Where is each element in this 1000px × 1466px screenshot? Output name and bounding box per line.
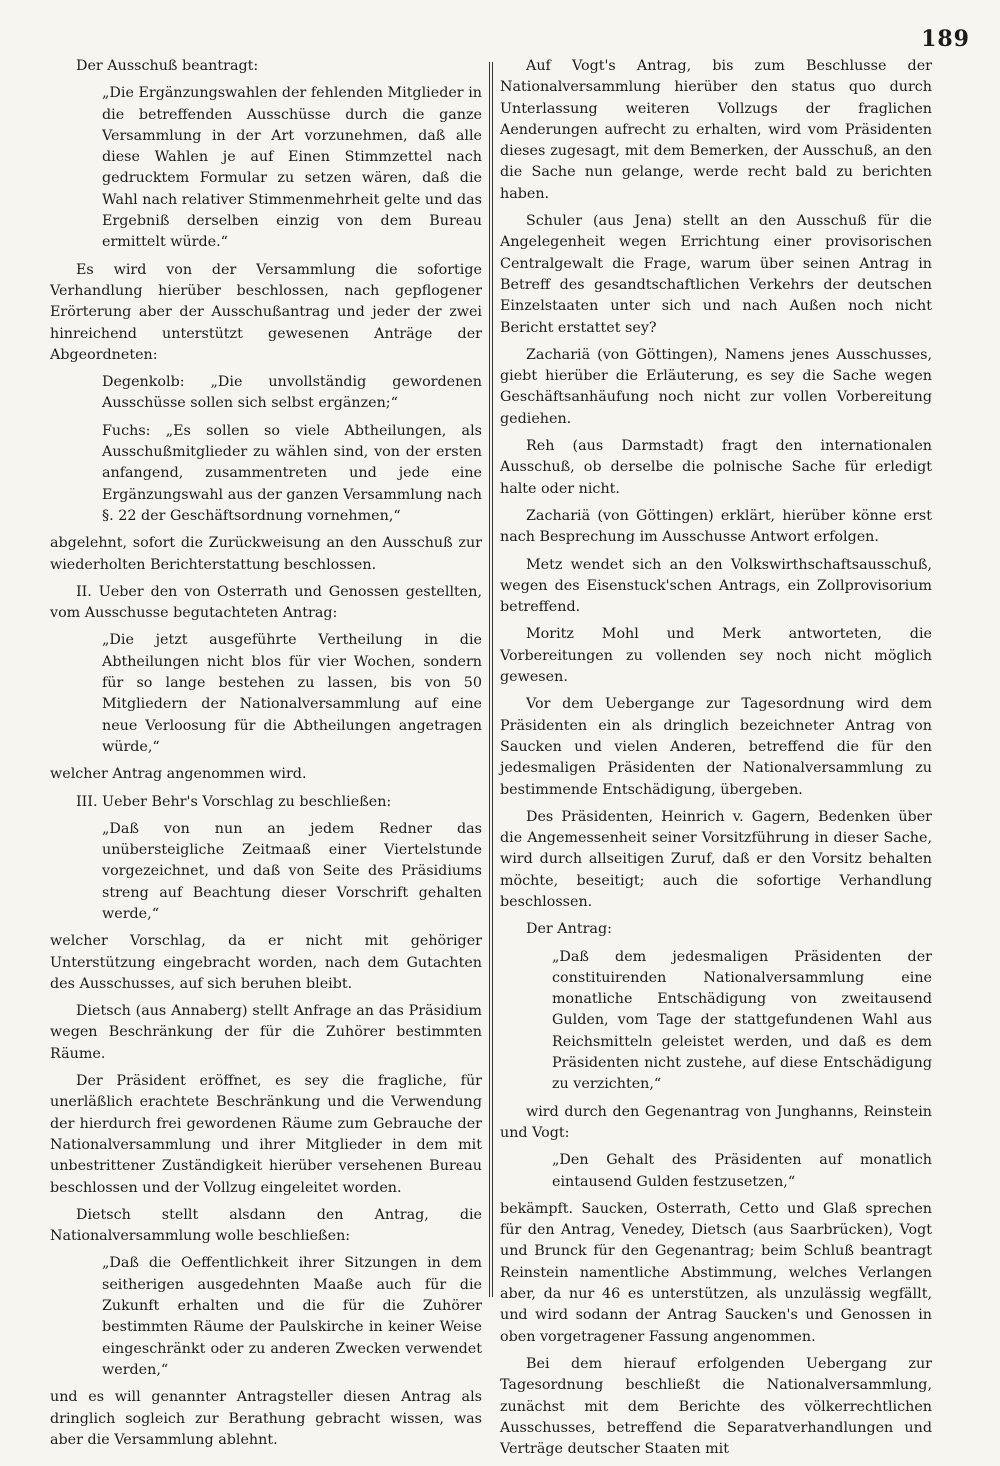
paragraph: Degenkolb: „Die unvollständig gewordenen Ausschüsse sollen sich selbst ergänzen;“ [102, 374, 482, 412]
paragraph: bekämpft. Saucken, Osterrath, Cetto und Glaß sprechen für den Antrag, Venedey, Dietsch (aus Saarbrücken), Vogt und Brunck für den Gegenantrag; beim Schluß beantragt Reinstein namentliche Abstimmung, welches Verlangen aber, da nur 46 es unterstützen, als unzulässig wegfällt, und wird sodann der Antrag Saucken's und Genossen in oben vorgetragener Fassung angenommen. [500, 1200, 932, 1345]
paragraph: „Daß dem jedesmaligen Präsidenten der constituirenden Nationalversammlung eine monatliche Entschädigung von zweitausend Gulden, vom Tage der stattgefundenen Wahl aus Reichsmitteln geleistet werden, und daß es dem Präsidenten nicht zustehe, auf diese Entschädigung zu verzichten,“ [552, 948, 932, 1093]
paragraph: Der Antrag: [526, 921, 612, 938]
paragraph: Der Präsident eröffnet, es sey die fragliche, für unerläßlich erachtete Beschränkung und die Verwendung der hierdurch frei gewordenen Räume zum Gebrauche der Nationalversammlung und ihrer Mitglieder in dem mit unbestrittener Zuständigkeit hierüber versehenen Bureau beschlossen und der Vollzug eingeleitet worden. [50, 1073, 482, 1196]
left-column [50, 56, 482, 1457]
paragraph: Zachariä (von Göttingen) erklärt, hierüber könne erst nach Besprechung im Ausschusse Antwort erfolgen. [500, 507, 932, 546]
paragraph: „Daß von nun an jedem Redner das unübersteigliche Zeitmaaß einer Viertelstunde vorgezeichnet, und daß von Seite des Präsidiums streng auf Beachtung dieser Vorschrift gehalten werde,“ [102, 820, 482, 922]
paragraph: Dietsch stellt alsdann den Antrag, die Nationalversammlung wolle beschließen: [50, 1206, 482, 1245]
paragraph: welcher Antrag angenommen wird. [50, 766, 307, 783]
column-divider [489, 62, 493, 1297]
paragraph: Zachariä (von Göttingen), Namens jenes Ausschusses, giebt hierüber die Erläuterung, es sey die Sache wegen Geschäftsanhäufung noch nicht zur vollen Vorbereitung gediehen. [500, 346, 932, 427]
paragraph: Fuchs: „Es sollen so viele Abtheilungen, als Ausschußmitglieder zu wählen sind, von der ersten anfangend, zusammentreten und jede eine Ergänzungswahl aus der ganzen Versammlung nach §. 22 der Geschäftsordnung vornehmen,“ [102, 422, 482, 524]
paragraph: abgelehnt, sofort die Zurückweisung an den Ausschuß zur wiederholten Berichterstattung beschlossen. [50, 535, 482, 573]
paragraph: Bei dem hierauf erfolgenden Uebergang zur Tagesordnung beschließt die Nationalversammlung, zunächst mit dem Berichte des völkerrechtlichen Ausschusses, betreffend die Separatverhandlungen und Verträge deutscher Staaten mit [500, 1355, 932, 1458]
paragraph: wird durch den Gegenantrag von Junghanns, Reinstein und Vogt: [500, 1103, 932, 1141]
paragraph: Schuler (aus Jena) stellt an den Ausschuß für die Angelegenheit wegen Errichtung einer provisorischen Centralgewalt die Frage, warum über seinen Antrag in Betreff des gesandtschaftlichen Verkehrs der deutschen Einzelstaaten unter sich und nach Außen noch nicht Bericht erstattet sey? [500, 213, 932, 336]
paragraph: II. Ueber den von Osterrath und Genossen gestellten, vom Ausschusse begutachteten Antrag: [50, 583, 482, 622]
paragraph: III. Ueber Behr's Vorschlag zu beschließen: [76, 793, 392, 810]
paragraph: Moritz Mohl und Merk antworteten, die Vorbereitungen zu vollenden sey noch nicht möglich gewesen. [500, 626, 932, 686]
right-column [500, 56, 932, 1466]
page-number: 189 [921, 26, 970, 52]
paragraph: „Den Gehalt des Präsidenten auf monatlich eintausend Gulden festzusetzen,“ [552, 1152, 932, 1190]
paragraph: „Daß die Oeffentlichkeit ihrer Sitzungen in dem seitherigen ausgedehnten Maaße auch für die Zukunft erhalten und die für die Zuhörer bestimmten Räume der Paulskirche in keiner Weise eingeschränkt oder zu anderen Zwecken verwendet werden,“ [102, 1255, 482, 1378]
paragraph: Vor dem Uebergange zur Tagesordnung wird dem Präsidenten ein als dringlich bezeichneter Antrag von Saucken und vielen Anderen, betreffend die für den jedesmaligen Präsidenten der Nationalversammlung zu bestimmende Entschädigung, übergeben. [500, 696, 932, 798]
paragraph: Dietsch (aus Annaberg) stellt Anfrage an das Präsidium wegen Beschränkung der für die Zuhörer bestimmten Räume. [50, 1003, 482, 1062]
paragraph: „Die jetzt ausgeführte Vertheilung in die Abtheilungen nicht blos für vier Wochen, sondern für so lange bestehen zu lassen, bis von 50 Mitgliedern der Nationalversammlung auf eine neue Verloosung für die Abtheilungen angetragen würde,“ [102, 632, 482, 755]
paragraph: Auf Vogt's Antrag, bis zum Beschlusse der Nationalversammlung hierüber den status quo durch Unterlassung weiteren Vollzugs der fraglichen Aenderungen aufrecht zu erhalten, wird vom Präsidenten dieses zugesagt, mit dem Bemerken, der Ausschuß, an den die Sache nun gelange, werde recht bald zu berichten haben. [500, 58, 932, 202]
paragraph: Der Ausschuß beantragt: [76, 58, 259, 74]
paragraph: welcher Vorschlag, da er nicht mit gehöriger Unterstützung eingebracht worden, nach dem Gutachten des Ausschusses, auf sich beruhen bleibt. [50, 933, 482, 992]
paragraph: „Die Ergänzungswahlen der fehlenden Mitglieder in die betreffenden Ausschüsse durch die ganze Versammlung in der Art vorzunehmen, daß alle diese Wahlen je auf Einen Stimmzettel nach gedrucktem Formular zu setzen wären, daß die Wahl nach relativer Stimmenmehrheit gelte und das Ergebniß derselben einzig von dem Bureau ermittelt würde.“ [102, 85, 482, 251]
paragraph: Metz wendet sich an den Volkswirthschaftsausschuß, wegen des Eisenstuck'schen Antrags, ein Zollprovisorium betreffend. [500, 556, 932, 616]
paragraph: und es will genannter Antragsteller diesen Antrag als dringlich sogleich zur Berathung gebracht wissen, was aber die Versammlung ablehnt. [50, 1389, 482, 1448]
paragraph: Es wird von der Versammlung die sofortige Verhandlung hierüber beschlossen, nach gepflogener Erörterung aber der Ausschußantrag und jeder der zwei hinreichend unterstützt gewesenen Anträge der Abgeordneten: [50, 261, 482, 363]
paragraph: Des Präsidenten, Heinrich v. Gagern, Bedenken über die Angemessenheit seiner Vorsitzführung in dieser Sache, wird durch allseitigen Zuruf, daß er den Vorsitz behalten möchte, beseitigt; auch die sofortige Verhandlung beschlossen. [500, 808, 932, 910]
paragraph: Reh (aus Darmstadt) fragt den internationalen Ausschuß, ob derselbe die polnische Sache für erledigt halte oder nicht. [500, 438, 932, 497]
